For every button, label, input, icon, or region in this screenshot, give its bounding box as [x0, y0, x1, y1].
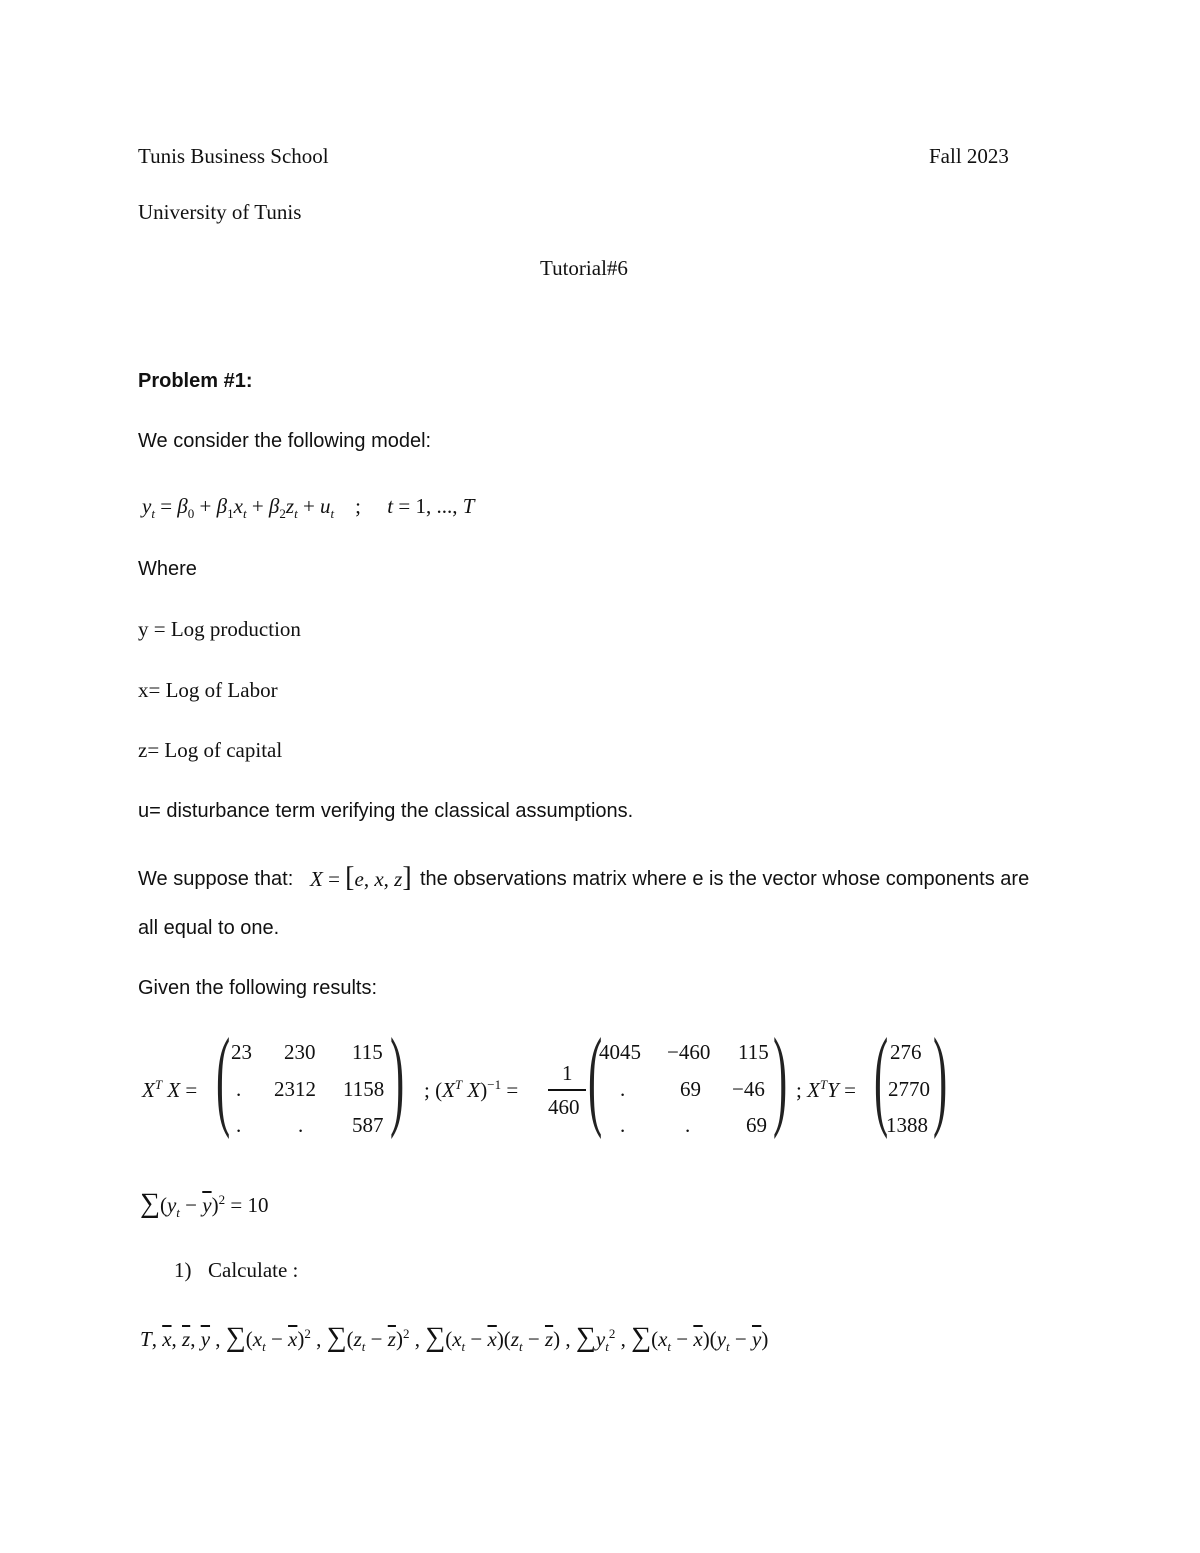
- xtx-inv-factor-den: 460: [548, 1095, 580, 1119]
- xty-cell: 2770: [888, 1077, 930, 1101]
- problem-heading: Problem #1:: [138, 370, 253, 392]
- xtx-cell: 23: [231, 1040, 252, 1064]
- xtx-cell: 1158: [343, 1077, 385, 1101]
- definition-u: u= disturbance term verifying the classical assumptions.: [138, 800, 634, 822]
- xtx-inv-cell: .: [620, 1077, 626, 1101]
- xtx-inv-factor-num: 1: [562, 1061, 573, 1085]
- xty-right-paren: ): [933, 1016, 948, 1140]
- given-label: Given the following results:: [138, 977, 378, 999]
- suppose-suffix: the observations matrix where e is the vector whose components are: [420, 868, 1030, 890]
- model-equation: $y_t = \beta_0 + \beta_1x_t + \beta_2z_t + u_t$ ; t = 1, ..., T: [142, 494, 475, 522]
- xtx-inv-left-paren: (: [588, 1016, 603, 1140]
- definition-x: x= Log of Labor: [138, 678, 278, 702]
- xty-left-paren: (: [874, 1016, 889, 1140]
- xtx-inv-right-paren: ): [773, 1016, 788, 1140]
- xty-label: ; $X^TY$ =: [796, 1077, 856, 1102]
- university-name: University of Tunis: [138, 200, 302, 224]
- xtx-label: $X^T$ X =: [142, 1077, 198, 1102]
- xtx-inv-cell: −46: [732, 1077, 765, 1101]
- definition-z: z= Log of capital: [138, 738, 283, 762]
- school-name: Tunis Business School: [138, 144, 329, 168]
- xtx-inv-cell: .: [685, 1113, 691, 1137]
- quantities-to-calculate: T, $\overline{x}$, $\overline{z}$, $\overline{y}$ , $\sum(x_t - \overline{x})^2$ , $\sum(z_t - \overline{z})^2$ , $\sum(x_t - \overline{x})(z_t - \overline{z})$ , $\sum y_t^2$ , $\sum(x_t - \overline{x})(y_t - \overline{y})$: [140, 1322, 769, 1355]
- xtx-cell: 2312: [274, 1077, 316, 1101]
- xtx-inv-cell: .: [620, 1113, 626, 1137]
- suppose-prefix: We suppose that:: [138, 868, 294, 890]
- suppose-line2: all equal to one.: [138, 917, 280, 939]
- xtx-left-paren: (: [216, 1016, 231, 1140]
- xtx-cell: 115: [352, 1040, 383, 1064]
- xtx-cell: 587: [352, 1113, 384, 1137]
- xty-cell: 276: [890, 1040, 922, 1064]
- xtx-inv-cell: 69: [746, 1113, 767, 1137]
- xtx-cell: 230: [284, 1040, 316, 1064]
- sum-sq-value: 10: [247, 1193, 269, 1217]
- xtx-inv-cell: 69: [680, 1077, 701, 1101]
- definition-y: y = Log production: [138, 617, 301, 641]
- xtx-cell: .: [236, 1113, 242, 1137]
- xtx-cell: .: [236, 1077, 242, 1101]
- question-number: 1): [174, 1258, 192, 1282]
- xtx-inv-label: ; ($X^T$ X)$^{-1}$ =: [424, 1077, 519, 1102]
- semester: Fall 2023: [929, 144, 1009, 168]
- where-label: Where: [138, 558, 197, 580]
- xty-cell: 1388: [886, 1113, 928, 1137]
- observations-matrix-def: X = [e, x, z]: [310, 862, 412, 893]
- question-label: Calculate :: [208, 1258, 299, 1282]
- xtx-cell: .: [298, 1113, 304, 1137]
- xtx-right-paren: ): [390, 1016, 405, 1140]
- fraction-bar: [548, 1089, 586, 1091]
- tutorial-title: Tutorial#6: [540, 256, 628, 280]
- xtx-inv-cell: 4045: [599, 1040, 641, 1064]
- xtx-inv-cell: −460: [667, 1040, 711, 1064]
- xtx-inv-cell: 115: [738, 1040, 769, 1064]
- sum-of-squares-equation: $\sum(y_t - \overline{y})^2 = 10$: [140, 1188, 269, 1221]
- intro-text: We consider the following model:: [138, 430, 432, 452]
